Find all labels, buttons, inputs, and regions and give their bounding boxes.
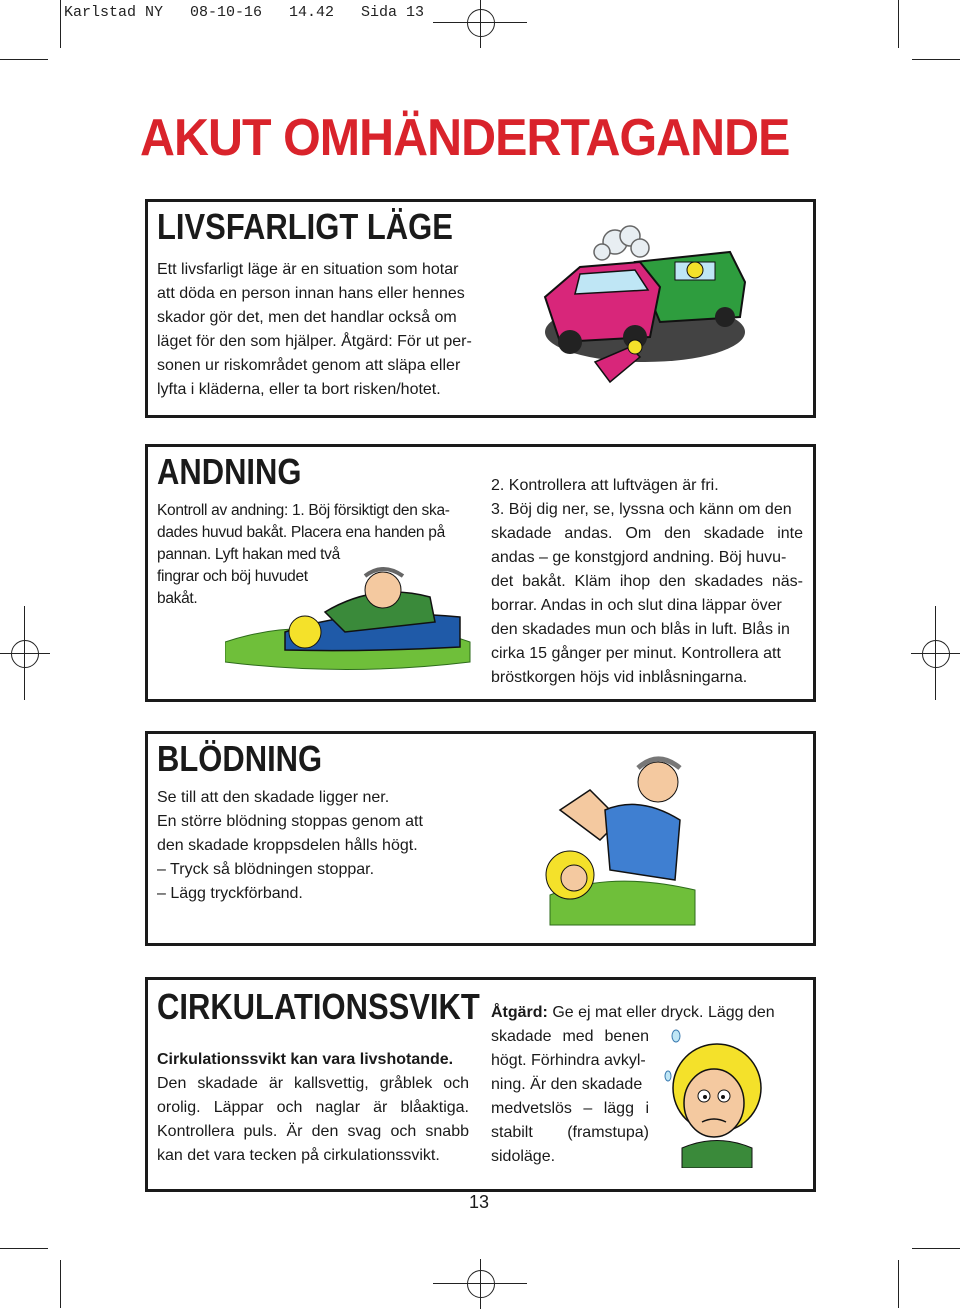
section-title-livsfarligt: LIVSFARLIGT LÄGE (157, 206, 453, 247)
text-blodning: Se till att den skadade ligger ner. En större blödning stoppas genom att den skadade kroppsdelen hålls högt. – Tryck så blödningen stoppar. – Lägg tryckförband. (157, 789, 423, 902)
section-title-andning: ANDNING (157, 451, 302, 492)
registration-mark-right (922, 640, 950, 668)
sweating-face-illustration (662, 1018, 762, 1168)
text-andning-left: Kontroll av andning: 1. Böj försiktigt den ska- dades huvud bakåt. Placera ena handen på pannan. Lyft hakan med två fingrar och böj huvudet bakåt. (157, 502, 450, 607)
text-andning-right: 2. Kontrollera att luftvägen är fri. 3. Böj dig ner, se, lyssna och känn om den skadade andas. Om den skadade inte andas – ge konstgjord andning. Böj huvu- det bakåt. Kläm ihop den skadades näs- borrar. Andas in och slut dina läppar över den skadades mun och blås in luft. Blås in cirka 15 gånger per minut. Kontrollera att bröstkorgen höjs vid inblåsningarna. (491, 477, 803, 686)
action-label: Åtgärd: (491, 1004, 548, 1021)
text-cirkulation-right-column: skadade med benen högt. Förhindra avkyl- ning. Är den skadade medvetslös – lägg i stabilt (framstupa) sidoläge. (491, 1028, 649, 1165)
registration-mark-left (11, 640, 39, 668)
print-slug: Karlstad NY 08-10-16 14.42 Sida 13 (64, 4, 425, 21)
breathing-check-illustration (225, 562, 475, 677)
section-title-cirkulation: CIRKULATIONSSVIKT (157, 986, 480, 1027)
bleeding-care-illustration (530, 750, 700, 930)
page-number: 13 (469, 1192, 490, 1212)
text-cirkulation-left: Cirkulationssvikt kan vara livshotande. Den skadade är kallsvettig, gråblek och orolig. Läppar och naglar är blåaktiga. Kontrollera puls. Är den svag och snabb kan det vara tecken på cirkulationssvikt. (157, 1051, 469, 1164)
text-cirkulation-right: Åtgärd: Ge ej mat eller dryck. Lägg den (491, 1004, 775, 1021)
section-title-blodning: BLÖDNING (157, 738, 323, 779)
registration-mark-bottom (467, 1270, 495, 1298)
page-title: AKUT OMHÄNDERTAGANDE (140, 109, 790, 167)
text-livsfarligt: Ett livsfarligt läge är en situation som hotar att döda en person innan hans eller hennes skador gör det, men det handlar också om läget för den som hjälper. Åtgärd: För ut per- sonen ur riskområdet genom att släpa eller lyfta i kläderna, eller ta bort risken/hotet. (157, 261, 472, 398)
registration-mark-top (467, 9, 495, 37)
car-crash-illustration (540, 222, 750, 402)
